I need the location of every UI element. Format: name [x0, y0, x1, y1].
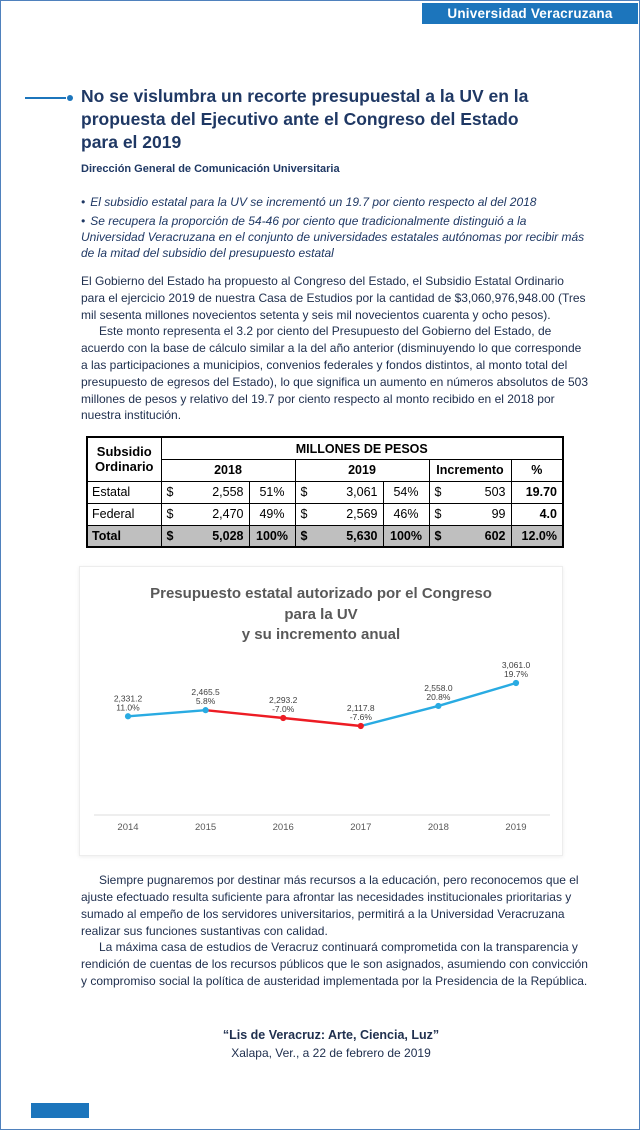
currency-symbol: $ [300, 507, 308, 522]
svg-text:2015: 2015 [195, 822, 217, 834]
highlight-text: Se recupera la proporción de 54-46 por ciento que tradicionalmente distinguió a la Universidad Veracruzana en el conjunto de universidades estatales autónomas por recibir más de la mitad del subsidio del presupuesto estatal [81, 214, 585, 261]
title-rule-decoration [25, 95, 73, 101]
svg-text:-7.6%: -7.6% [349, 712, 372, 723]
row-label: Estatal [87, 481, 161, 503]
chart-title-line: Presupuesto estatal autorizado por el Congreso [150, 585, 492, 603]
svg-text:2,465.5: 2,465.5 [191, 687, 220, 698]
body-paragraph: La máxima casa de estudios de Veracruz continuará comprometida con la transparencia y rendición de cuentas de los recursos públicos que le son asignados, asumiendo con convicción y compromiso social la política de austeridad implementada por la Presidencia de la República. [81, 940, 588, 989]
article-title: No se vislumbra un recorte presupuestal a la UV en la propuesta del Ejecutivo ante el Congreso del Estado para el 2019 [81, 86, 529, 153]
body-paragraph: El Gobierno del Estado ha propuesto al Congreso del Estado, el Subsidio Estatal Ordinario para el ejercicio 2019 de nuestra Casa de Estudios por la cantidad de $3,060,976,948.00 (Tres mil sesenta millones novecientos setenta y seis mil novecientos cuarenta y ocho pesos). [81, 274, 586, 322]
footer-dateline: Xalapa, Ver., a 22 de febrero de 2019 [231, 1045, 431, 1060]
svg-text:2016: 2016 [272, 822, 294, 834]
pct-2018-cell: 49% [249, 503, 295, 525]
highlight-item [81, 214, 593, 262]
currency-symbol: $ [434, 485, 442, 500]
pct-2019-cell: 46% [383, 503, 429, 525]
currency-symbol: $ [434, 529, 442, 544]
table-row-federal [87, 503, 563, 525]
chart-title-line: para la UV [284, 605, 358, 623]
percent-cell: 4.0 [511, 503, 563, 525]
brand-banner [422, 3, 638, 24]
col-header-percent: % [511, 459, 563, 481]
svg-text:11.0%: 11.0% [116, 702, 140, 713]
increment-cell: $ 602 [429, 525, 511, 547]
increment-cell: $ 503 [429, 481, 511, 503]
bullet-marker: • [81, 195, 86, 210]
article-byline: Dirección General de Comunicación Universitaria [81, 163, 340, 176]
col-header-incremento: Incremento [429, 459, 511, 481]
bullet-marker: • [81, 214, 86, 229]
pct-2018-cell: 51% [249, 481, 295, 503]
amount-2019-cell: $ 2,569 [295, 503, 383, 525]
col-header-2018: 2018 [161, 459, 295, 481]
budget-line-chart [80, 647, 564, 839]
table-row-total [87, 525, 563, 547]
table-title-header: MILLONES DE PESOS [161, 437, 563, 459]
col-header-2019: 2019 [295, 459, 429, 481]
amount-2018-cell: $ 5,028 [161, 525, 249, 547]
currency-symbol: $ [300, 529, 308, 544]
svg-text:20.8%: 20.8% [426, 691, 451, 702]
pct-2018-cell: 100% [249, 525, 295, 547]
footer-accent-bar [31, 1103, 89, 1118]
chart-title-line: y su incremento anual [241, 625, 401, 643]
title-rule-dot-icon [67, 95, 73, 101]
svg-text:2019: 2019 [505, 822, 527, 834]
body-paragraph: Este monto representa el 3.2 por ciento del Presupuesto del Gobierno del Estado, de acuerdo con la base de cálculo similar a la del año anterior (disminuyendo lo que corresponde a las participaciones a municipios, convenios federales y fondos distintos, al monto total del presupuesto de egresos del Estado), lo que significa un aumento en números absolutos de 503 millones de pesos y relativo del 19.7 por ciento respecto al monto recibido en el 2018 por nuestra institución. [81, 324, 588, 423]
amount-2019-cell: $ 3,061 [295, 481, 383, 503]
svg-text:-7.0%: -7.0% [272, 704, 295, 715]
pct-2019-cell: 54% [383, 481, 429, 503]
closing-section [81, 872, 587, 990]
table-row-estatal [87, 481, 563, 503]
currency-symbol: $ [166, 485, 174, 500]
chart-title [80, 584, 562, 645]
subsidy-table [86, 436, 564, 548]
highlight-item [81, 195, 593, 211]
amount-2019-cell: $ 5,630 [295, 525, 383, 547]
table-header-row [87, 437, 563, 459]
svg-text:19.7%: 19.7% [503, 669, 529, 680]
row-label: Total [87, 525, 161, 547]
footer [81, 1028, 581, 1060]
amount-2018-cell: $ 2,470 [161, 503, 249, 525]
row-label: Federal [87, 503, 161, 525]
svg-text:3,061.0: 3,061.0 [501, 660, 531, 671]
svg-text:2017: 2017 [350, 822, 372, 834]
svg-text:2,558.0: 2,558.0 [424, 682, 453, 693]
table-corner-header: Subsidio Ordinario [87, 437, 161, 481]
svg-text:2014: 2014 [117, 822, 139, 834]
highlight-text: El subsidio estatal para la UV se incrementó un 19.7 por ciento respecto al del 2018 [90, 195, 537, 210]
article-content [1, 1, 639, 1060]
currency-symbol: $ [300, 485, 308, 500]
svg-text:2,331.2: 2,331.2 [113, 693, 143, 704]
increment-cell: $ 99 [429, 503, 511, 525]
svg-text:2,293.2: 2,293.2 [269, 695, 298, 706]
svg-text:5.8%: 5.8% [195, 696, 216, 707]
currency-symbol: $ [166, 529, 174, 544]
title-rule-line [25, 97, 66, 99]
svg-text:2018: 2018 [427, 822, 449, 834]
currency-symbol: $ [434, 507, 442, 522]
svg-text:2,117.8: 2,117.8 [346, 703, 375, 714]
body-paragraph: Siempre pugnaremos por destinar más recursos a la educación, pero reconocemos que el ajuste efectuado resulta suficiente para afrontar las necesidades institucionales prioritarias y sumado al empeño de los servidores universitarios, permitirá a la Universidad Veracruzana realizar sus funciones sustantivas con calidad. [81, 873, 579, 938]
currency-symbol: $ [166, 507, 174, 522]
pct-2019-cell: 100% [383, 525, 429, 547]
percent-cell: 12.0% [511, 525, 563, 547]
footer-motto: “Lis de Veracruz: Arte, Ciencia, Luz” [222, 1027, 440, 1042]
percent-cell: 19.70 [511, 481, 563, 503]
amount-2018-cell: $ 2,558 [161, 481, 249, 503]
brand-name: Universidad Veracruzana [447, 6, 613, 21]
highlights-list [81, 195, 593, 262]
budget-chart-panel [79, 566, 563, 856]
